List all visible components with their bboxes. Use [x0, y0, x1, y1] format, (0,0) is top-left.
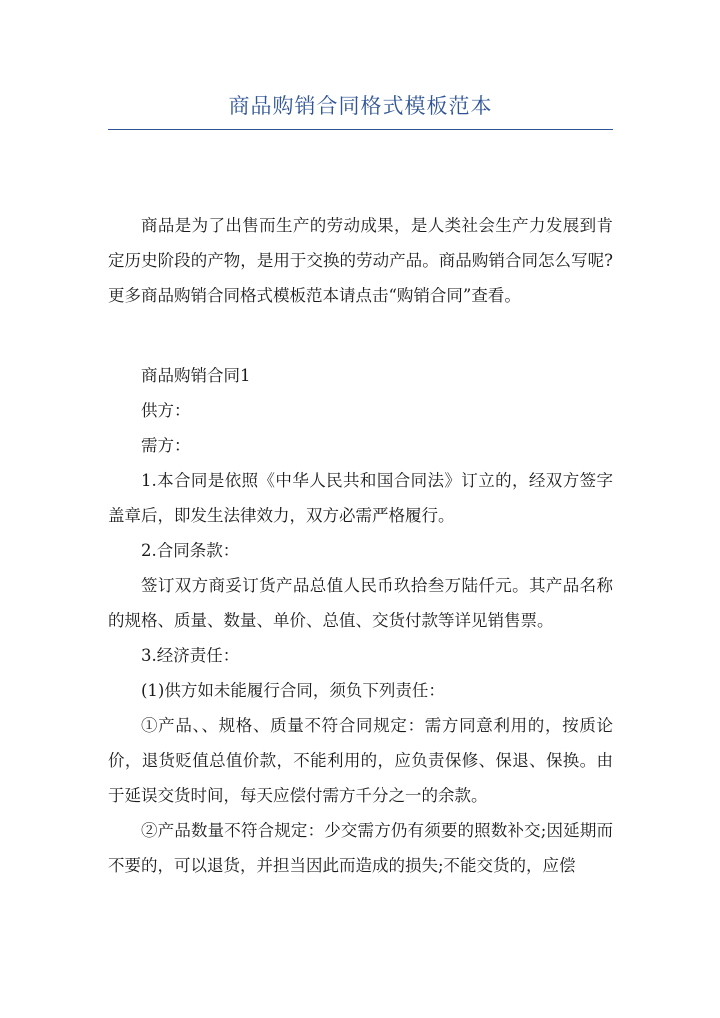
title-divider	[108, 129, 613, 130]
buyer-line: 需方：	[141, 436, 191, 455]
contract-heading: 商品购销合同1	[141, 366, 251, 385]
clause-2-text: 签订双方商妥订货产品总值人民币玖拾叁万陆仟元。其产品名称的规格、质量、数量、单价、总值、交货付款等详见销售票。	[108, 576, 613, 630]
clause-3-heading: 3.经济责任：	[141, 646, 240, 665]
clause-3-item-2: ②产品数量不符合规定：少交需方仍有须要的照数补交;因延期而不要的，可以退货，并担当因此而造成的损失;不能交货的，应偿	[108, 821, 613, 875]
clause-1: 1.本合同是依照《中华人民共和国合同法》订立的，经双方签字盖章后，即发生法律效力，双方必需严格履行。	[108, 471, 613, 525]
contract-body	[108, 358, 613, 883]
clause-3-sub-1: (1)供方如未能履行合同，须负下列责任：	[141, 681, 445, 700]
clause-3-item-1: ①产品、、规格、质量不符合同规定：需方同意利用的，按质论价，退货贬值总值价款，不能利用的，应负责保修、保退、保换。由于延误交货时间，每天应偿付需方千分之一的余款。	[108, 716, 613, 805]
intro-block	[108, 208, 613, 313]
document-title: 商品购销合同格式模板范本	[228, 94, 493, 118]
clause-2-heading: 2.合同条款：	[141, 541, 240, 560]
intro-paragraph: 商品是为了出售而生产的劳动成果，是人类社会生产力发展到肯定历史阶段的产物，是用于交换的劳动产品。商品购销合同怎么写呢?更多商品购销合同格式模板范本请点击“购销合同”查看。	[108, 216, 613, 305]
supplier-line: 供方：	[141, 401, 191, 420]
